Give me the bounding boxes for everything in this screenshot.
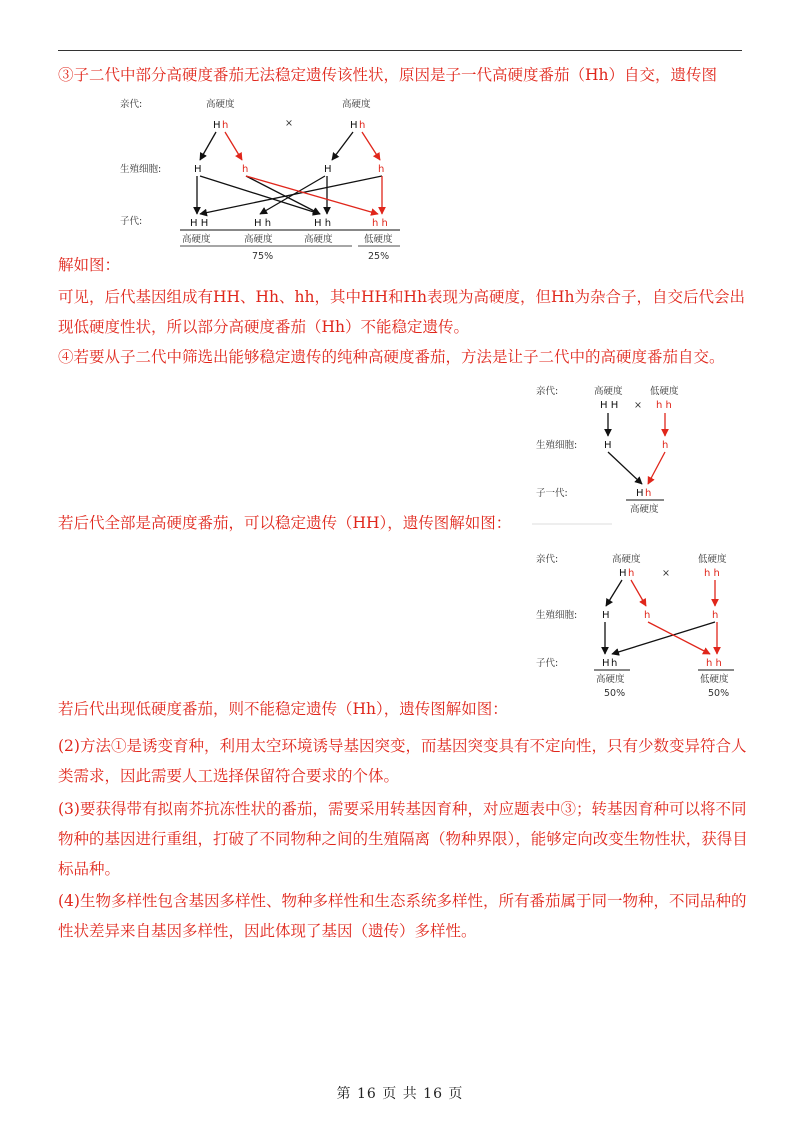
parent2-gene-h: h bbox=[359, 120, 366, 131]
paragraph-cause: ③子二代中部分高硬度番茄无法稳定遗传该性状，原因是子一代高硬度番茄（Hh）自交，遗传图 bbox=[58, 66, 718, 84]
parent1-gene-h: h bbox=[628, 568, 635, 579]
offspring-trait-2: 高硬度 bbox=[244, 234, 273, 245]
offspring-Hh-1: H h bbox=[254, 218, 272, 229]
label-offspring: 子一代: bbox=[536, 488, 568, 499]
page-footer: 第 16 页 共 16 页 bbox=[336, 1086, 464, 1102]
offspring-trait-3: 高硬度 bbox=[304, 234, 333, 245]
paragraph-diagram-caption: 解如图： bbox=[58, 256, 121, 274]
genetic-diagram-hh-self-cross bbox=[120, 92, 420, 264]
header-rule bbox=[58, 50, 742, 51]
parent2-genotype: h h bbox=[704, 568, 720, 579]
gamete-H: H bbox=[602, 610, 610, 621]
ratio-1: 50% bbox=[604, 688, 626, 699]
parent1-gene-h: h bbox=[222, 120, 229, 131]
offspring-hh: h h bbox=[372, 218, 388, 229]
cross-symbol: × bbox=[285, 118, 293, 129]
parent2-trait: 高硬度 bbox=[342, 99, 371, 110]
gamete-H-2: H bbox=[324, 164, 332, 175]
gamete-h: h bbox=[662, 440, 669, 451]
label-parent: 亲代: bbox=[536, 554, 559, 565]
paragraph-method: ④若要从子二代中筛选出能够稳定遗传的纯种高硬度番茄，方法是让子二代中的高硬度番茄自交。 bbox=[58, 348, 725, 366]
ratio-2: 50% bbox=[708, 688, 730, 699]
paragraph-conclusion: 可见，后代基因组成有HH、Hh、hh，其中HH和Hh表现为高硬度，但Hh为杂合子，自交后代会出现低硬度性状，所以部分高硬度番茄（Hh）不能稳定遗传。 bbox=[58, 288, 746, 336]
parent1-genotype: H H bbox=[600, 400, 619, 411]
ratio-25: 25% bbox=[368, 251, 390, 262]
gamete-H-1: H bbox=[194, 164, 202, 175]
offspring-gene-H: H bbox=[602, 658, 610, 669]
label-parent: 亲代: bbox=[120, 99, 143, 110]
parent1-trait: 高硬度 bbox=[594, 386, 623, 397]
label-offspring: 子代: bbox=[120, 216, 143, 227]
paragraph-unstable: 若后代出现低硬度番茄，则不能稳定遗传（Hh），遗传图解如图： bbox=[58, 700, 508, 718]
parent1-trait: 高硬度 bbox=[206, 99, 235, 110]
paragraph-answer-4: (4)生物多样性包含基因多样性、物种多样性和生态系统多样性，所有番茄属于同一物种，不同品种的性状差异来自基因多样性，因此体现了基因（遗传）多样性。 bbox=[58, 892, 747, 940]
offspring-trait-2: 低硬度 bbox=[700, 674, 729, 685]
label-parent: 亲代: bbox=[536, 386, 559, 397]
cross-symbol: × bbox=[634, 400, 642, 411]
offspring-gene-h: h bbox=[611, 658, 618, 669]
gamete-h-1: h bbox=[242, 164, 249, 175]
gamete-h-2: h bbox=[378, 164, 385, 175]
paragraph-stable: 若后代全部是高硬度番茄，可以稳定遗传（HH），遗传图解如图： bbox=[58, 514, 512, 532]
parent1-gene-H: H bbox=[213, 120, 221, 131]
label-gamete: 生殖细胞: bbox=[536, 610, 578, 621]
parent1-gene-H: H bbox=[619, 568, 627, 579]
ratio-75: 75% bbox=[252, 251, 274, 262]
offspring-trait: 高硬度 bbox=[630, 504, 659, 515]
offspring-trait-1: 高硬度 bbox=[182, 234, 211, 245]
offspring-trait-1: 高硬度 bbox=[596, 674, 625, 685]
paragraph-answer-3: (3)要获得带有拟南芥抗冻性状的番茄，需要采用转基因育种，对应题表中③；转基因育种可以将不同物种的基因进行重组，打破了不同物种之间的生殖隔离（物种界限），能够定向改变生物性状，获得目标品种。 bbox=[58, 800, 748, 878]
genetic-diagram-Hh-x-hh bbox=[532, 546, 742, 706]
parent2-trait: 低硬度 bbox=[698, 554, 727, 565]
gamete-H: H bbox=[604, 440, 612, 451]
gamete-h-1: h bbox=[644, 610, 651, 621]
offspring-hh: h h bbox=[706, 658, 722, 669]
parent2-genotype: h h bbox=[656, 400, 672, 411]
offspring-HH: H H bbox=[190, 218, 209, 229]
offspring-gene-H: H bbox=[636, 488, 644, 499]
parent2-gene-H: H bbox=[350, 120, 358, 131]
offspring-trait-4: 低硬度 bbox=[364, 234, 393, 245]
label-gamete: 生殖细胞: bbox=[120, 164, 162, 175]
cross-symbol: × bbox=[662, 568, 670, 579]
gamete-h-2: h bbox=[712, 610, 719, 621]
offspring-Hh-2: H h bbox=[314, 218, 332, 229]
parent1-trait: 高硬度 bbox=[612, 554, 641, 565]
paragraph-answer-2: (2)方法①是诱变育种，利用太空环境诱导基因突变，而基因突变具有不定向性，只有少数变异符合人类需求，因此需要人工选择保留符合要求的个体。 bbox=[58, 737, 747, 785]
offspring-gene-h: h bbox=[645, 488, 652, 499]
label-gamete: 生殖细胞: bbox=[536, 440, 578, 451]
parent2-trait: 低硬度 bbox=[650, 386, 679, 397]
label-offspring: 子代: bbox=[536, 658, 559, 669]
